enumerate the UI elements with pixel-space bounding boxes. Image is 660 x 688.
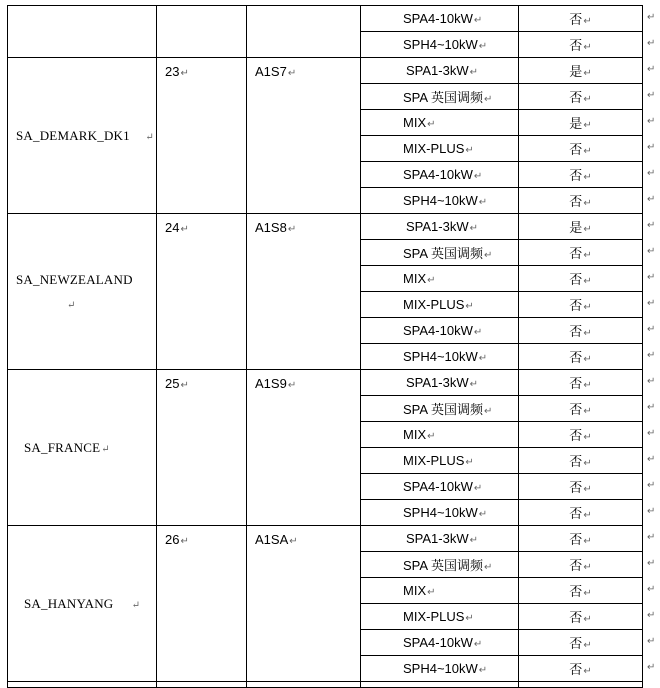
product-cell: SPA1-3kW↵ bbox=[361, 370, 519, 396]
product-cell: MIX↵ bbox=[361, 422, 519, 448]
support-value: 是↵ bbox=[519, 110, 643, 136]
product-cell: SPA 英国调频↵ bbox=[361, 396, 519, 422]
code-cell bbox=[247, 6, 361, 58]
product-cell: SPA1-3kW↵ bbox=[361, 526, 519, 552]
support-value: 否↵ bbox=[519, 578, 643, 604]
product-cell: SPA4-10kW↵ bbox=[361, 162, 519, 188]
support-value: 否↵ bbox=[519, 448, 643, 474]
support-value: 否↵ bbox=[519, 526, 643, 552]
table-row bbox=[8, 6, 643, 32]
region-cell: SA_DEMARK_DK1 ↵ bbox=[8, 58, 157, 214]
number-cell bbox=[157, 6, 247, 58]
support-value: 否↵ bbox=[519, 188, 643, 214]
product-cell: MIX-PLUS↵ bbox=[361, 448, 519, 474]
region-cell: SA_FRANCE↵ bbox=[8, 370, 157, 526]
product-support-table bbox=[7, 5, 643, 688]
support-value: 否↵ bbox=[519, 656, 643, 682]
product-cell: SPA 英国调频↵ bbox=[361, 240, 519, 266]
support-value: 否↵ bbox=[519, 370, 643, 396]
product-cell: MIX-PLUS↵ bbox=[361, 292, 519, 318]
code-cell: A1S9↵ bbox=[247, 370, 361, 526]
support-value: 否↵ bbox=[519, 162, 643, 188]
support-value: 是↵ bbox=[519, 58, 643, 84]
code-cell: A1S7↵ bbox=[247, 58, 361, 214]
number-cell: 26↵ bbox=[157, 526, 247, 682]
product-cell: SPH4~10kW↵ bbox=[361, 344, 519, 370]
product-cell: SPA 英国调频↵ bbox=[361, 84, 519, 110]
product-cell: MIX↵ bbox=[361, 110, 519, 136]
product-cell: SPH4~10kW↵ bbox=[361, 32, 519, 58]
support-value: 否↵ bbox=[519, 396, 643, 422]
support-value: 否↵ bbox=[519, 318, 643, 344]
support-value: 否↵ bbox=[519, 344, 643, 370]
product-cell: SPA4-10kW↵ bbox=[361, 318, 519, 344]
support-value: 否↵ bbox=[519, 500, 643, 526]
product-cell: SPA 英国调频↵ bbox=[361, 552, 519, 578]
product-cell: MIX↵ bbox=[361, 578, 519, 604]
table-row bbox=[8, 214, 643, 240]
region-cell bbox=[8, 6, 157, 58]
support-value: 否↵ bbox=[519, 552, 643, 578]
product-cell: SPA4-10kW↵ bbox=[361, 630, 519, 656]
support-value: 否↵ bbox=[519, 240, 643, 266]
table-row bbox=[8, 58, 643, 84]
product-cell: MIX-PLUS↵ bbox=[361, 136, 519, 162]
product-cell: SPA1-3kW↵ bbox=[361, 214, 519, 240]
product-cell: SPH4~10kW↵ bbox=[361, 656, 519, 682]
support-value: 否↵ bbox=[519, 604, 643, 630]
support-value: 否↵ bbox=[519, 292, 643, 318]
region-cell: SA_NEWZEALAND ↵ bbox=[8, 214, 157, 370]
code-cell: A1SA↵ bbox=[247, 526, 361, 682]
support-value: 否↵ bbox=[519, 6, 643, 32]
support-value: 否↵ bbox=[519, 266, 643, 292]
number-cell: 24↵ bbox=[157, 214, 247, 370]
number-cell: 25↵ bbox=[157, 370, 247, 526]
support-value: 否↵ bbox=[519, 84, 643, 110]
product-cell: SPA4-10kW↵ bbox=[361, 474, 519, 500]
product-cell: SPA4-10kW↵ bbox=[361, 6, 519, 32]
support-value: 否↵ bbox=[519, 474, 643, 500]
support-value: 否↵ bbox=[519, 32, 643, 58]
product-cell: MIX↵ bbox=[361, 266, 519, 292]
support-value: 是↵ bbox=[519, 214, 643, 240]
support-value: 否↵ bbox=[519, 630, 643, 656]
table-row bbox=[8, 526, 643, 552]
table-row bbox=[8, 370, 643, 396]
product-cell: SPH4~10kW↵ bbox=[361, 188, 519, 214]
code-cell: A1S8↵ bbox=[247, 214, 361, 370]
support-value: 否↵ bbox=[519, 422, 643, 448]
product-cell: SPH4~10kW↵ bbox=[361, 500, 519, 526]
support-value: 否↵ bbox=[519, 136, 643, 162]
number-cell: 23↵ bbox=[157, 58, 247, 214]
table-row bbox=[8, 682, 643, 688]
product-cell: MIX-PLUS↵ bbox=[361, 604, 519, 630]
product-cell: SPA1-3kW↵ bbox=[361, 58, 519, 84]
region-cell: SA_HANYANG ↵ bbox=[8, 526, 157, 682]
